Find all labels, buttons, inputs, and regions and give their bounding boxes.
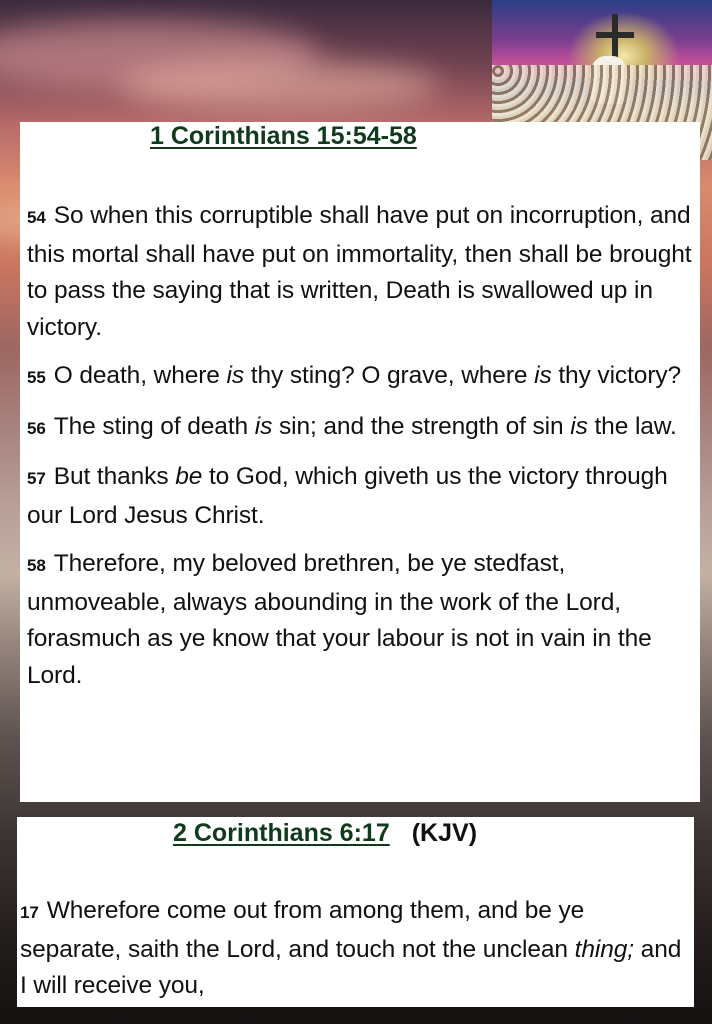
verse <box>27 409 693 448</box>
cross-icon-bar <box>596 32 634 38</box>
verse-text: The sting of death is sin; and the strength of sin is the law. <box>53 412 677 440</box>
passage-reference: 1 Corinthians 15:54-58 <box>150 122 417 150</box>
verse <box>20 893 686 1005</box>
verse-list <box>20 893 686 1017</box>
cloud-decoration <box>120 60 440 110</box>
passage-heading-1 <box>150 122 417 151</box>
verse <box>27 459 693 534</box>
verse-text: Wherefore come out from among them, and be ye separate, saith the Lord, and touch not the unclean thing; and I will receive you, <box>20 897 682 999</box>
bible-version: (KJV) <box>411 819 478 847</box>
passage-heading-2 <box>173 819 477 848</box>
verse-list <box>27 198 693 706</box>
passage-panel-1 <box>20 122 700 802</box>
verse-number: 57 <box>27 469 46 488</box>
verse-text: O death, where is thy sting? O grave, where is thy victory? <box>53 362 682 389</box>
passage-panel-2 <box>17 817 694 1007</box>
verse-text: So when this corruptible shall have put on incorruption, and this mortal shall have put on immortality, then shall be brought to pass the saying that is written, Death is swallowed up in victory. <box>27 202 692 341</box>
verse-number: 56 <box>27 418 46 438</box>
verse-number: 55 <box>27 368 46 387</box>
verse-number: 17 <box>20 903 39 922</box>
verse-number: 54 <box>27 208 46 227</box>
passage-reference: 2 Corinthians 6:17 <box>173 819 390 847</box>
verse-text: Therefore, my beloved brethren, be ye stedfast, unmoveable, always abounding in the work of the Lord, forasmuch as ye know that your labour is not in vain in the Lord. <box>27 550 652 689</box>
verse <box>27 198 693 346</box>
verse-text: But thanks be to God, which giveth us the victory through our Lord Jesus Christ. <box>27 463 668 529</box>
verse-number: 58 <box>27 556 46 575</box>
verse <box>27 546 693 694</box>
verse <box>27 358 693 397</box>
